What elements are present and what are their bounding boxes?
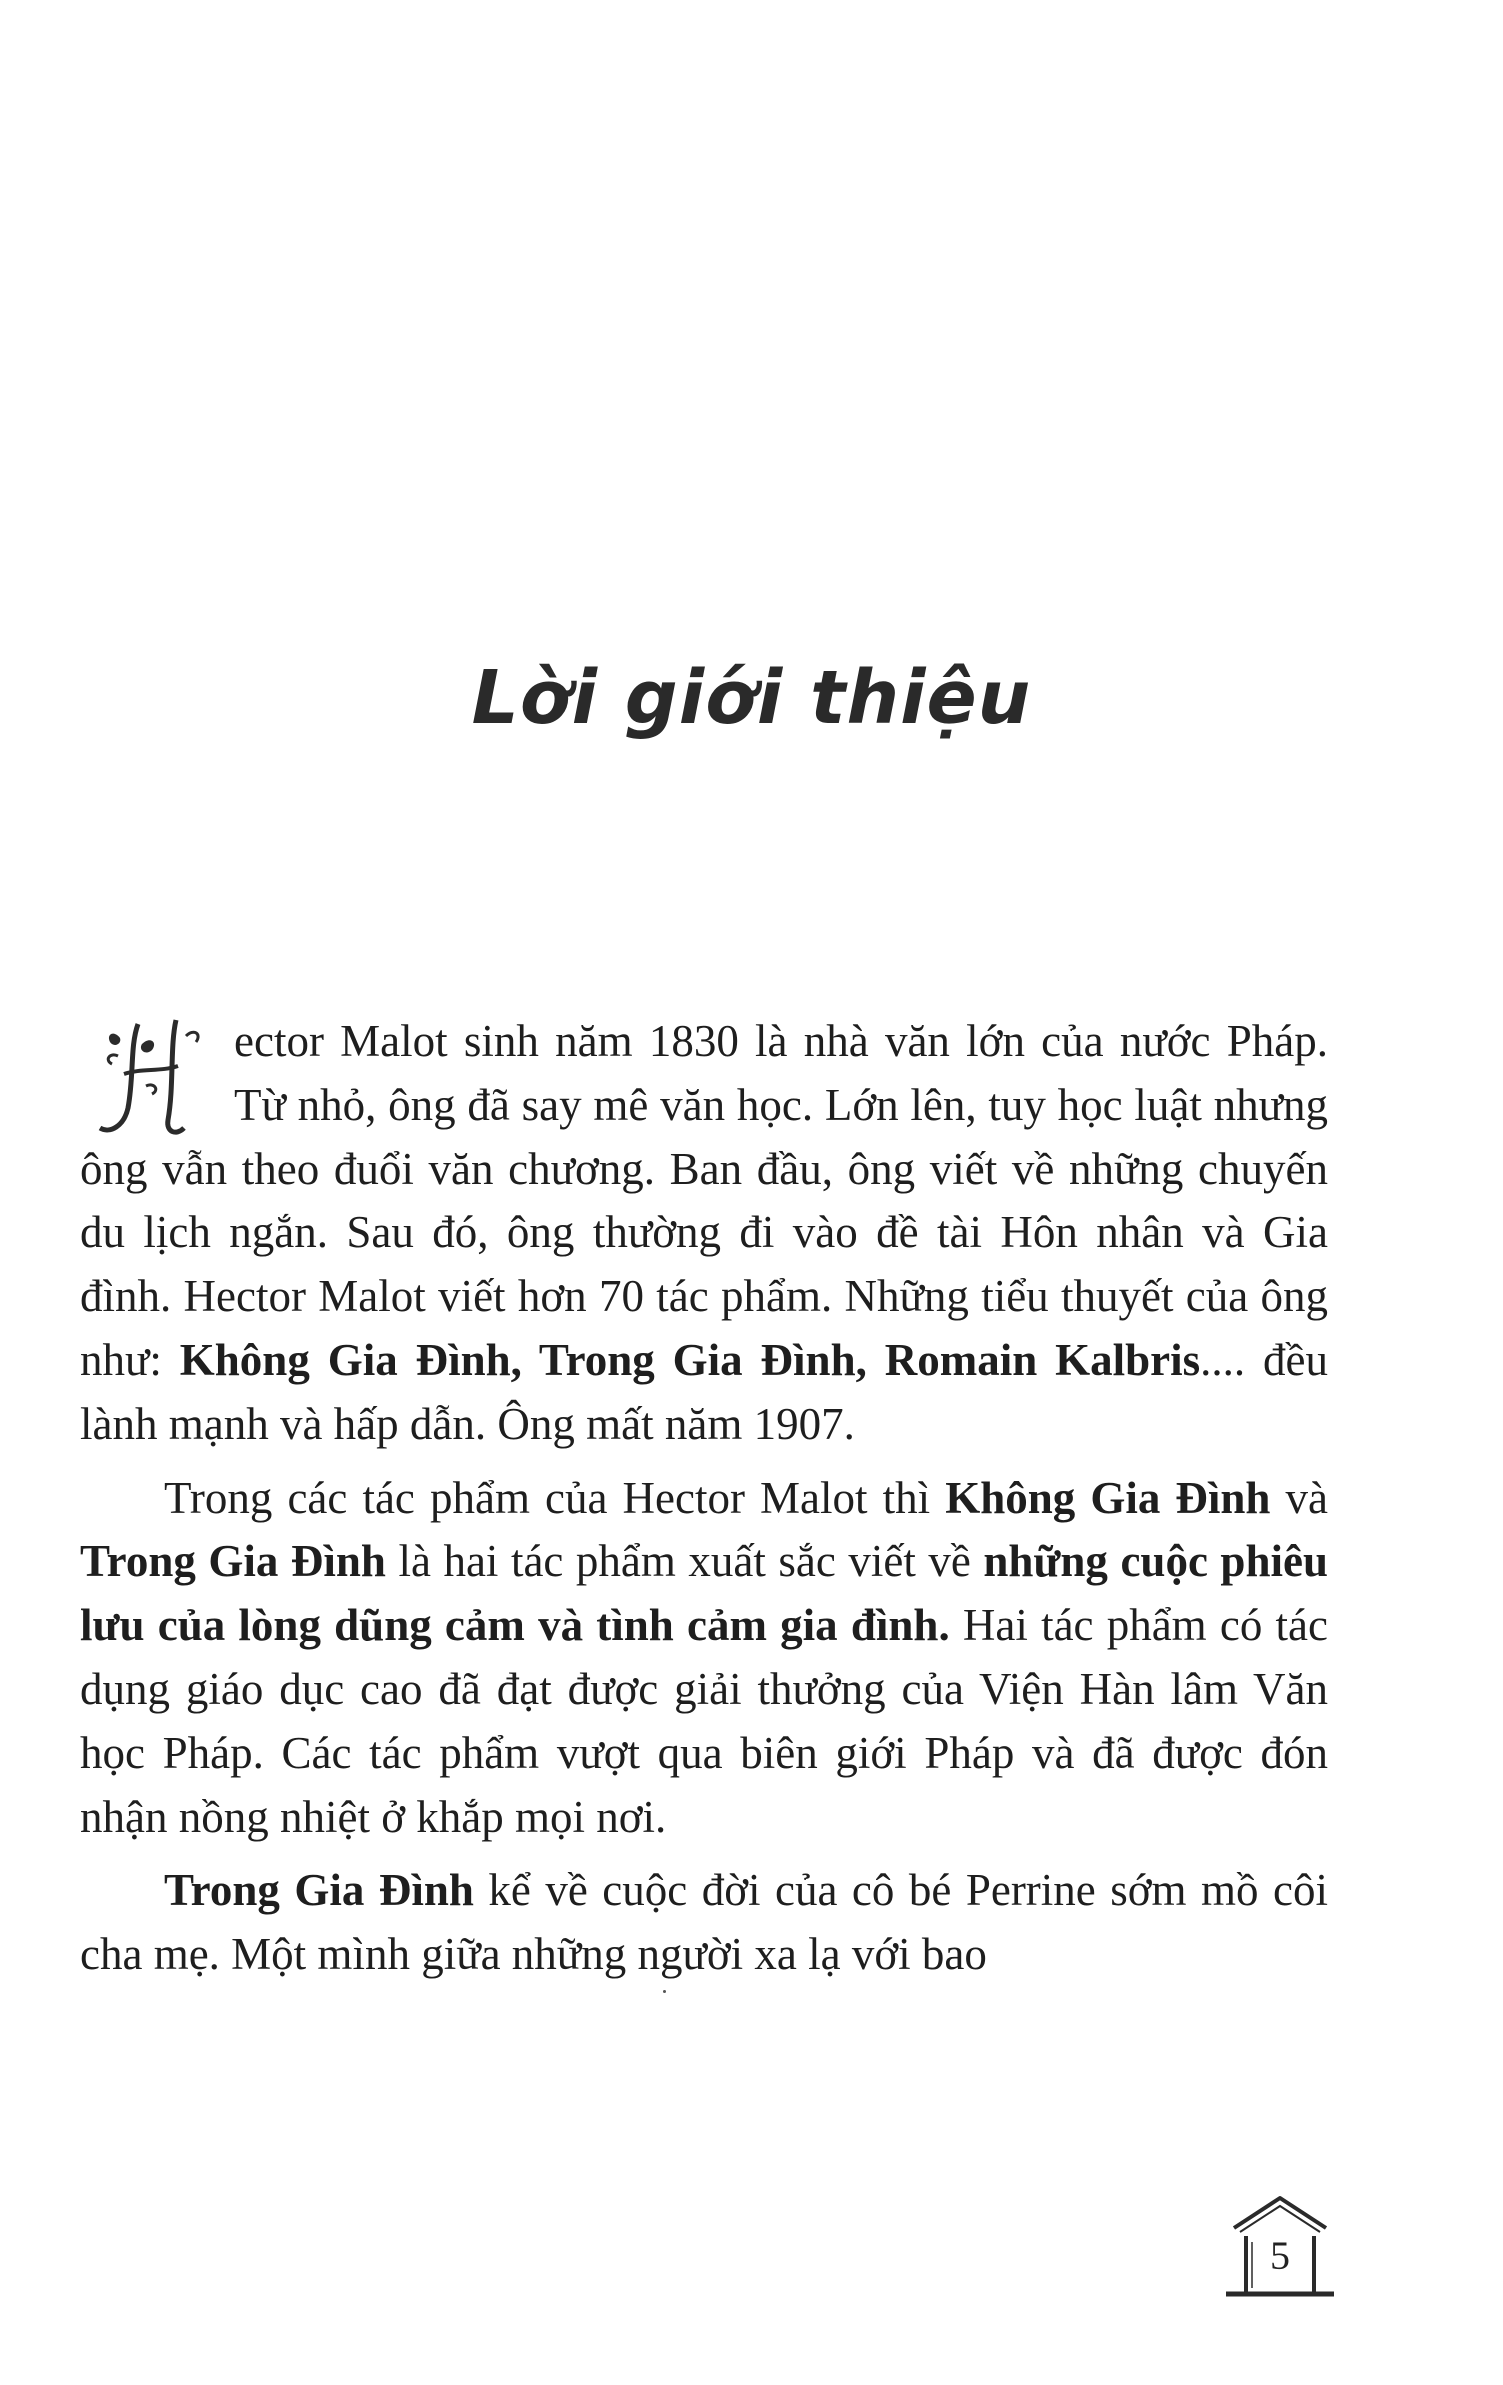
page-title: Lời giới thiệu (471, 655, 1032, 741)
paragraph-text: là hai tác phẩm xuất sắc viết về (385, 1536, 984, 1587)
paragraph-3 (80, 1859, 1328, 1987)
emphasis-text: những cuộc phiêu lưu của lòng dũng cảm và tình cảm gia đình. (80, 1536, 1328, 1651)
book-title: Không Gia Đình (945, 1472, 1271, 1523)
page-number-badge (1220, 2192, 1340, 2302)
paragraph-text: Trong các tác phẩm của Hector Malot thì (164, 1472, 946, 1523)
paragraph-text: ector Malot sinh năm 1830 là nhà văn lớn của nước Pháp. Từ nhỏ, ông đã say mê văn học. Lớn lên, tuy học luật nhưng ông vẫn theo đuổi văn chương. Ban đầu, ông viết về những chuyến du lịch ngắn. Sau đó, ông thường đi vào đề tài Hôn nhân và Gia đình. Hector Malot viết hơn 70 tác phẩm. Những tiểu thuyết của ông như: (80, 1016, 1328, 1385)
vine-ornament-icon (80, 1016, 230, 1146)
ornamental-dropcap (80, 1016, 230, 1134)
paragraph-text: và (1270, 1472, 1328, 1523)
book-title: Trong Gia Đình (80, 1536, 386, 1587)
print-speck (663, 1990, 666, 1993)
body-text (80, 1010, 1328, 1987)
paragraph-1 (80, 1010, 1328, 1457)
book-titles: Không Gia Đình, Trong Gia Đình, Romain Kalbris (179, 1334, 1201, 1385)
page-number: 5 (1270, 2233, 1290, 2278)
paragraph-2 (80, 1467, 1328, 1850)
paragraph-text: .... đều lành mạnh và hấp dẫn. Ông mất năm 1907. (80, 1334, 1328, 1449)
book-title: Trong Gia Đình (164, 1865, 474, 1916)
paragraph-text: kể về cuộc đời của cô bé Perrine sớm mồ côi cha mẹ. Một mình giữa những người xa lạ với bao (80, 1865, 1328, 1980)
paragraph-text: Hai tác phẩm có tác dụng giáo dục cao đã đạt được giải thưởng của Viện Hàn lâm Văn học Pháp. Các tác phẩm vượt qua biên giới Pháp và đã được đón nhận nồng nhiệt ở khắp mọi nơi. (80, 1600, 1328, 1842)
